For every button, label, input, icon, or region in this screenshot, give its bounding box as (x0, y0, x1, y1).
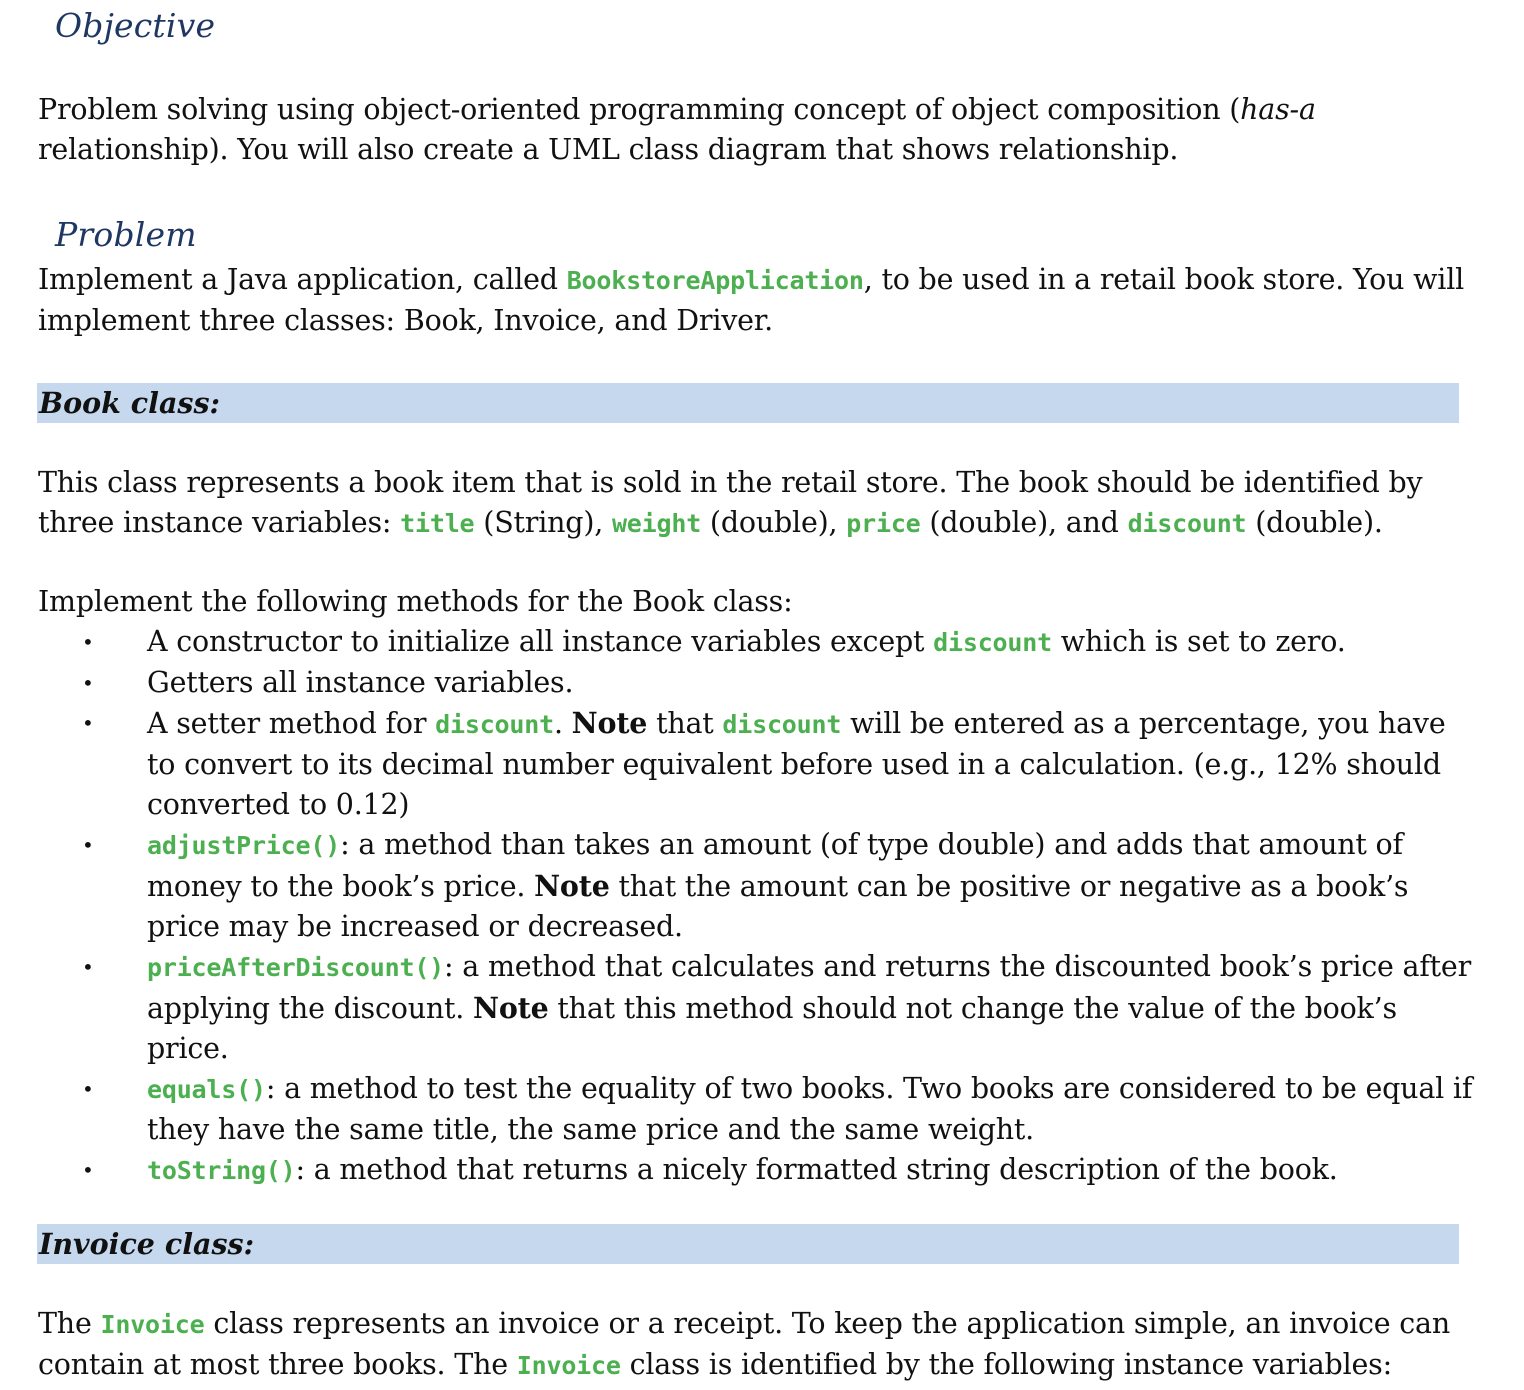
objective-text-end: relationship). You will also create a UML class diagram that shows relationship. (38, 133, 1179, 166)
methods-list (38, 622, 1478, 1191)
book-class-title: Book class: (39, 386, 221, 420)
objective-text: Problem solving using object-oriented programming concept of object composition ( (38, 93, 1241, 126)
list-item-text: A setter method for (147, 707, 436, 740)
list-item-text: that this method should not change the value of the book’s price. (147, 992, 1397, 1065)
bullet-icon: • (82, 833, 94, 857)
list-item (38, 622, 1478, 663)
discount-code: discount (933, 628, 1052, 657)
equals-code: equals() (147, 1075, 266, 1104)
invoice-text: The (38, 1307, 101, 1340)
methods-intro: Implement the following methods for the Book class: (38, 585, 793, 618)
bullet-icon: • (82, 711, 94, 735)
list-item (38, 1150, 1478, 1191)
discount-code: discount (435, 710, 554, 739)
book-class-section-bar (37, 383, 1459, 423)
var-price-code: price (846, 509, 921, 538)
list-item (38, 947, 1478, 1069)
problem-text: Implement a Java application, called (38, 263, 567, 296)
note-label: Note (571, 706, 648, 740)
problem-heading: Problem (55, 215, 197, 254)
bullet-icon: • (82, 1158, 94, 1182)
list-item-text: : a method that returns a nicely formatted string description of the book. (295, 1153, 1338, 1186)
invoice-text: class is identified by the following instance variables: (620, 1348, 1393, 1381)
book-desc-text: (double). (1246, 506, 1383, 539)
objective-emphasis: has-a (1240, 93, 1316, 126)
list-item-text: : a method that calculates and returns the discounted book’s price after applying the discount. (147, 950, 1472, 1025)
book-desc-text: (double), and (920, 506, 1128, 539)
list-item-text: : a method than takes an amount (of type double) and adds that amount of money to the book’s price. (147, 828, 1403, 903)
invoice-class-title: Invoice class: (39, 1227, 255, 1261)
invoice-text: class represents an invoice or a receipt. To keep the application simple, an invoice can contain at most three books. The (38, 1307, 1451, 1381)
discount-code: discount (722, 710, 842, 739)
book-class-description (38, 463, 1478, 544)
var-weight-code: weight (611, 509, 702, 538)
list-item-text: will be entered as a percentage, you have to convert to its decimal number equivalent before used in a calculation. (e.g., 12% should converted to 0.12) (147, 707, 1446, 821)
list-item-text: that the amount can be positive or negative as a book’s price may be increased or decreased. (147, 870, 1409, 943)
list-item-text: Getters all instance variables. (147, 666, 574, 699)
objective-paragraph (38, 90, 1478, 170)
note-label: Note (473, 991, 549, 1025)
list-item-text: which is set to zero. (1051, 625, 1346, 658)
book-desc-text: (String), (474, 506, 612, 539)
bullet-icon: • (82, 955, 94, 979)
list-item-text: . (553, 707, 572, 740)
book-desc-text: (double), (701, 506, 847, 539)
list-item (38, 703, 1478, 825)
list-item-text: that (647, 707, 723, 740)
adjust-price-code: adjustPrice() (147, 831, 341, 860)
objective-heading: Objective (55, 6, 216, 45)
problem-paragraph (38, 260, 1478, 341)
app-name-code: BookstoreApplication (566, 266, 864, 295)
list-item (38, 825, 1478, 947)
var-discount-code: discount (1127, 509, 1247, 538)
bullet-icon: • (82, 1077, 94, 1101)
var-title-code: title (400, 509, 475, 538)
invoice-class-description (38, 1304, 1478, 1386)
price-after-discount-code: priceAfterDiscount() (147, 953, 445, 982)
invoice-code: Invoice (100, 1310, 205, 1339)
to-string-code: toString() (147, 1156, 296, 1185)
list-item-text: : a method to test the equality of two books. Two books are considered to be equal if they have the same title, the same price and the same weight. (147, 1072, 1473, 1146)
problem-text-end: , to be used in a retail book store. You will implement three classes: Book, Invoice, and Driver. (38, 263, 1465, 337)
list-item (38, 1069, 1478, 1150)
list-item-text: A constructor to initialize all instance variables except (147, 625, 934, 658)
book-desc-text: This class represents a book item that is sold in the retail store. The book should be identified by three instance variables: (38, 466, 1423, 539)
bullet-icon: • (82, 671, 94, 695)
list-item (38, 663, 1478, 703)
note-label: Note (534, 869, 610, 903)
invoice-class-section-bar (37, 1224, 1459, 1264)
invoice-code: Invoice (516, 1351, 621, 1380)
bullet-icon: • (82, 630, 94, 654)
